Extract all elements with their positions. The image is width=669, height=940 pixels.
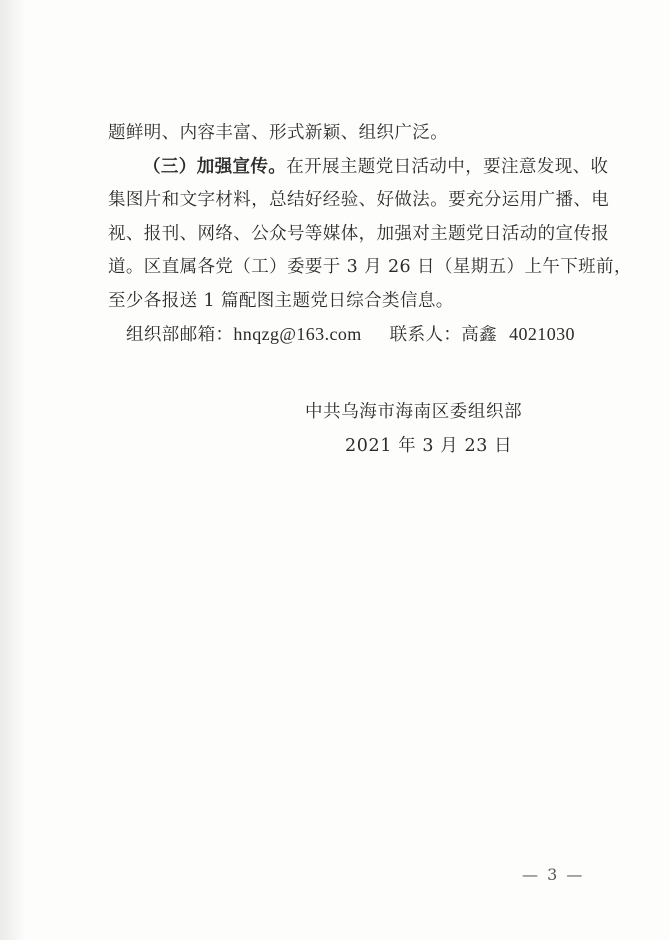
contact-person-name: 高鑫 (461, 325, 498, 345)
document-body (108, 117, 632, 353)
paragraph-line-2 (108, 151, 609, 185)
email-address: hnqzg@163.com (233, 324, 362, 344)
signature-date: 2021 年 3 月 23 日 (345, 436, 513, 456)
paragraph-line-6: 至少各报送 1 篇配图主题党日综合类信息。 (108, 290, 454, 311)
email-label: 组织部邮箱： (126, 325, 234, 345)
contact-phone: 4021030 (509, 324, 575, 344)
paragraph-line-5: 道。区直属各党（工）委要于 3 月 26 日（星期五）上午下班前， (108, 257, 632, 277)
scan-shading (0, 0, 26, 940)
page-number: — 3 — (522, 865, 585, 884)
paragraph-line-3: 集图片和文字材料，总结好经验、好做法。要充分运用广播、电 (108, 190, 610, 210)
signature-block (305, 395, 585, 463)
paragraph-line-2-text: 在开展主题党日活动中，要注意发现、收 (286, 156, 609, 177)
section-heading: （三）加强宣传。 (143, 156, 287, 177)
paragraph-line-4: 视、报刊、网络、公众号等媒体，加强对主题党日活动的宣传报 (108, 223, 610, 244)
contact-person-label: 联系人： (389, 325, 462, 345)
contact-line (108, 318, 588, 353)
paragraph-line-1: 题鲜明、内容丰富、形式新颖、组织广泛。 (108, 123, 449, 143)
signature-organization: 中共乌海市海南区委组织部 (305, 402, 523, 422)
